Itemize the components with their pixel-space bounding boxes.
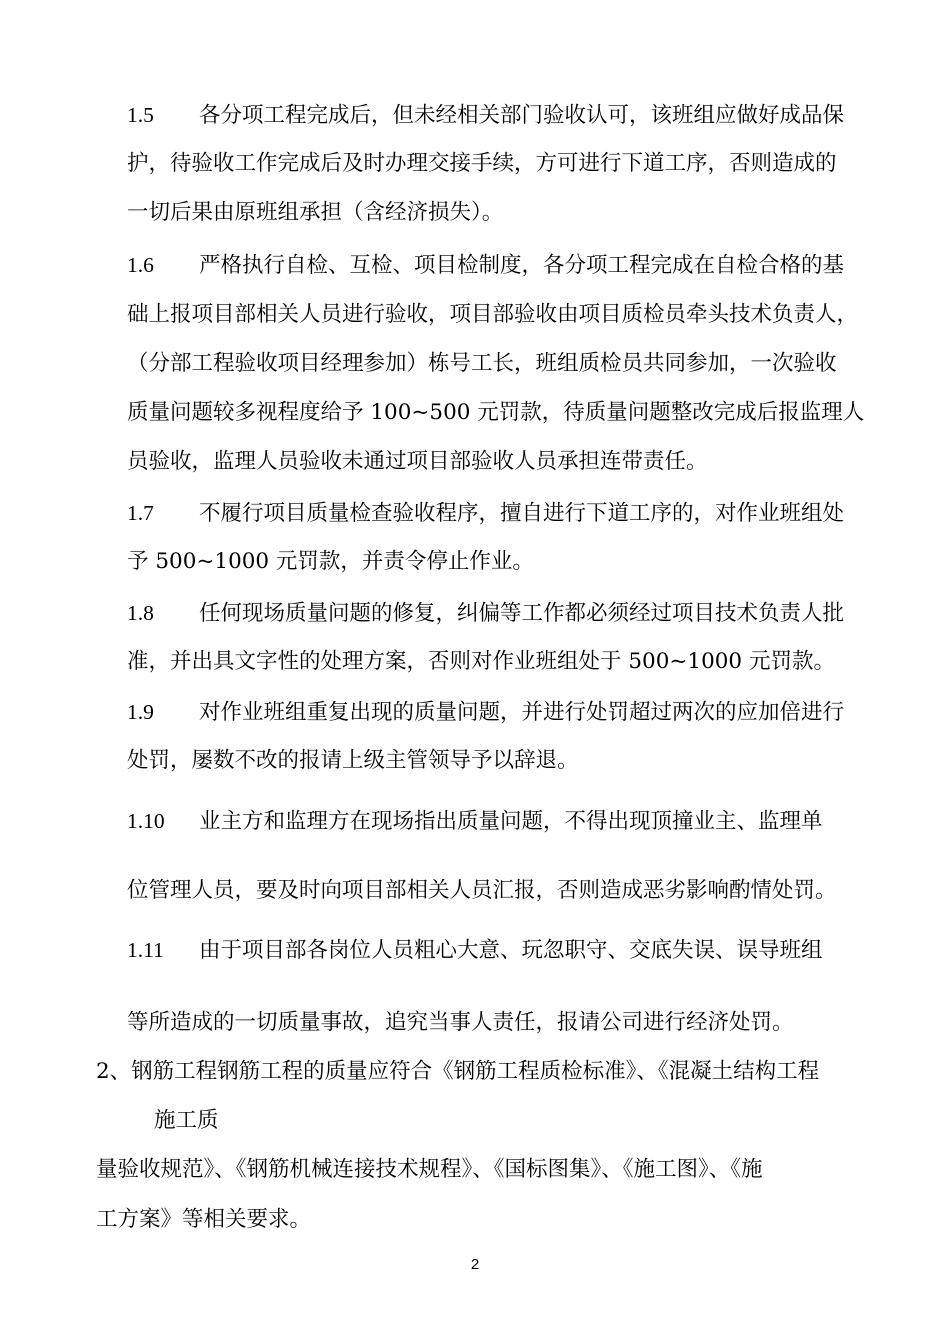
page-number: 2 [470, 1256, 480, 1273]
clause-text: 任何现场质量问题的修复，纠偏等工作都必须经过项目技术负责人批 [199, 601, 845, 626]
clause-1-6-line-3: （分部工程验收项目经理参加）栋号工长，班组质检员共同参加，一次验收 [127, 351, 837, 376]
clause-1-8-line-2: 准，并出具文字性的处理方案，否则对作业班组处于 500~1000 元罚款。 [127, 649, 835, 674]
section-2-line-4: 工方案》等相关要求。 [96, 1207, 312, 1232]
clause-text: 由于项目部各岗位人员粗心大意、玩忽职守、交底失误、误导班组 [199, 938, 823, 963]
clause-1-5-line-3: 一切后果由原班组承担（含经济损失）。 [127, 200, 504, 225]
clause-1-6-line-5: 员验收，监理人员验收未通过项目部验收人员承担连带责任。 [127, 449, 708, 474]
clause-number: 1.7 [127, 501, 154, 525]
clause-1-10-line-2: 位管理人员，要及时向项目部相关人员汇报，否则造成恶劣影响酌情处罚。 [127, 878, 837, 903]
clause-text: 对作业班组重复出现的质量问题，并进行处罚超过两次的应加倍进行 [199, 700, 845, 725]
clause-1-11-line-1 [127, 935, 823, 966]
section-2-heading: 2、钢筋工程钢筋工程的质量应符合《钢筋工程质检标准》、《混凝土结构工程 [96, 1059, 820, 1084]
clause-number: 1.10 [127, 809, 165, 833]
clause-number: 1.6 [127, 253, 154, 277]
section-2-line-3: 量验收规范》、《钢筋机械连接技术规程》、《国标图集》、《施工图》、《施 [96, 1157, 763, 1182]
clause-text: 业主方和监理方在现场指出质量问题，不得出现顶撞业主、监理单 [199, 809, 823, 834]
clause-number: 1.8 [127, 601, 154, 625]
clause-1-6-line-2: 础上报项目部相关人员进行验收，项目部验收由项目质检员牵头技术负责人， [127, 302, 859, 327]
clause-1-8-line-1 [127, 598, 844, 629]
section-2-heading-continued: 施工质 [154, 1108, 219, 1133]
clause-1-11-line-2: 等所造成的一切质量事故，追究当事人责任，报请公司进行经济处罚。 [127, 1010, 794, 1035]
clause-number: 1.9 [127, 700, 154, 724]
clause-1-10-line-1 [127, 806, 823, 837]
clause-1-6-line-1 [127, 250, 844, 281]
clause-1-6-line-4: 质量问题较多视程度给予 100~500 元罚款，待质量问题整改完成后报监理人 [127, 400, 865, 425]
clause-text: 各分项工程完成后，但未经相关部门验收认可，该班组应做好成品保 [199, 103, 845, 128]
clause-1-5-line-1 [127, 100, 844, 131]
clause-number: 1.5 [127, 103, 154, 127]
clause-1-9-line-1 [127, 697, 844, 728]
clause-text: 不履行项目质量检查验收程序，擅自进行下道工序的，对作业班组处 [199, 501, 845, 526]
clause-number: 1.11 [127, 938, 164, 962]
clause-1-7-line-2: 予 500~1000 元罚款，并责令停止作业。 [127, 549, 534, 574]
clause-1-5-line-2: 护，待验收工作完成后及时办理交接手续，方可进行下道工序，否则造成的 [127, 151, 837, 176]
clause-1-7-line-1 [127, 498, 844, 529]
clause-text: 严格执行自检、互检、项目检制度，各分项工程完成在自检合格的基 [199, 253, 845, 278]
clause-1-9-line-2: 处罚，屡数不改的报请上级主管领导予以辞退。 [127, 748, 579, 773]
